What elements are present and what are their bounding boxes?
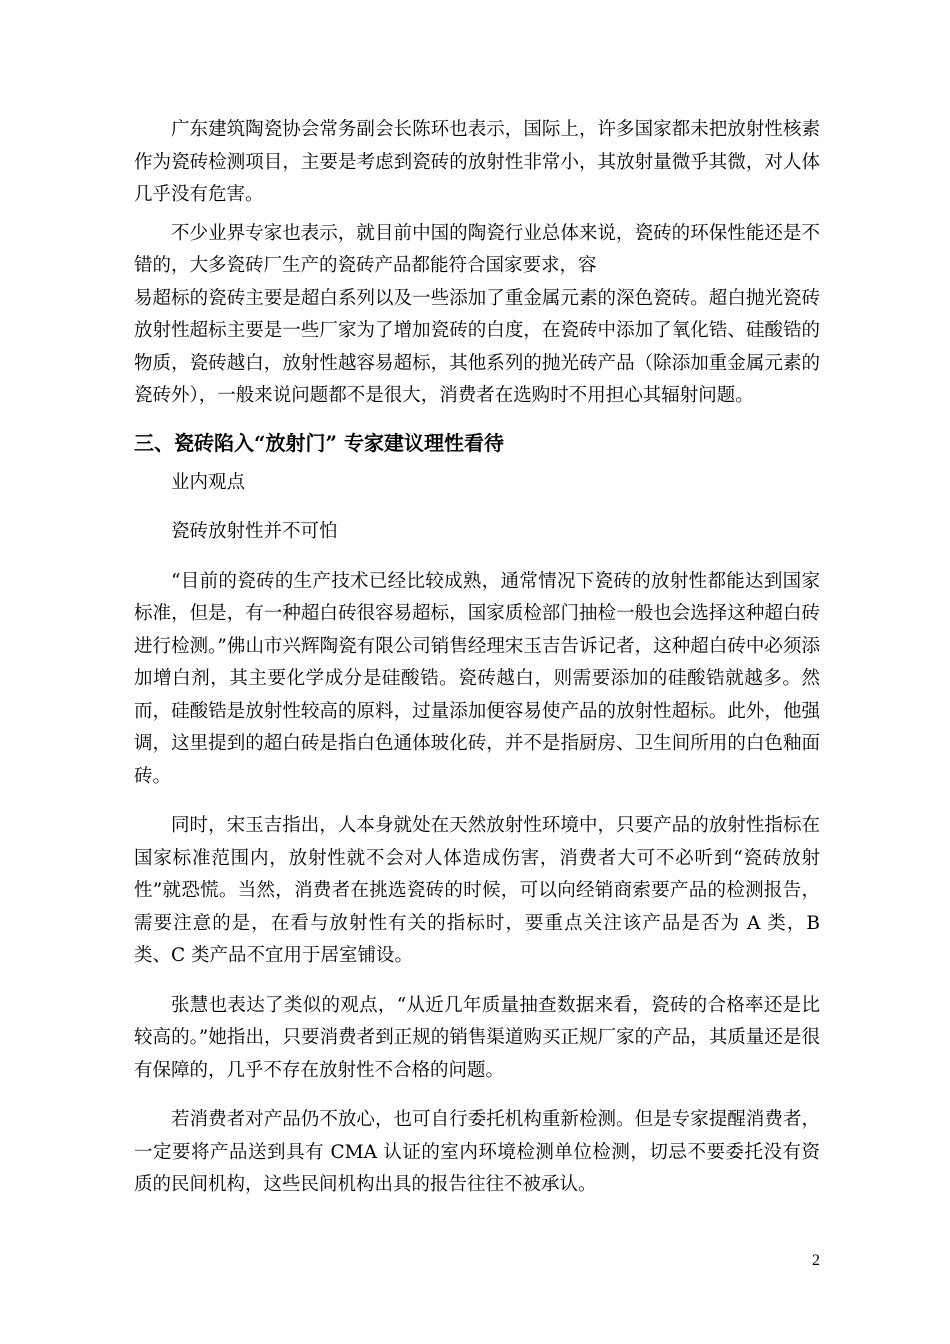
spacer	[134, 413, 820, 425]
paragraph-experts-continued: 易超标的瓷砖主要是超白系列以及一些添加了重金属元素的深色瓷砖。超白抛光瓷砖放射性超标主要是一些厂家为了增加瓷砖的白度，在瓷砖中添加了氧化锆、硅酸锆的物质，瓷砖越白，放射性越容易超标，其他系列的抛光砖产品（除添加重金属元素的瓷砖外），一般来说问题都不是很大，消费者在选购时不用担心其辐射问题。	[134, 287, 820, 406]
paragraph-experts-line1: 不少业界专家也表示，就目前中国的陶瓷行业总体来说，瓷砖的环保性能还是不错的，大多瓷砖厂生产的瓷砖产品都能符合国家要求，容	[134, 222, 820, 276]
paragraph-song-yuji-points: 同时，宋玉吉指出，人本身就处在天然放射性环境中，只要产品的放射性指标在国家标准范围内，放射性就不会对人体造成伤害，消费者大可不必听到“瓷砖放射性”就恐慌。当然，消费者在挑选瓷砖的时候，可以向经销商索要产品的检测报告，需要注意的是，在看与放射性有关的指标时，要重点关注该产品是否为 A 类，B 类、C 类产品不宜用于居室铺设。	[134, 815, 820, 966]
spacer	[134, 1087, 820, 1104]
paragraph-chen-huan: 广东建筑陶瓷协会常务副会长陈环也表示，国际上，许多国家都未把放射性核素作为瓷砖检测项目，主要是考虑到瓷砖的放射性非常小，其放射量微乎其微，对人体几乎没有危害。	[134, 119, 820, 205]
paragraph-song-yuji-quote: “目前的瓷砖的生产技术已经比较成熟，通常情况下瓷砖的放射性都能达到国家标准，但是，有一种超白砖很容易超标，国家质检部门抽检一般也会选择这种超白砖进行检测。”佛山市兴辉陶瓷有限公司销售经理宋玉吉告诉记者，这种超白砖中必须添加增白剂，其主要化学成分是硅酸锆。瓷砖越白，则需要添加的硅酸锆就越多。然而，硅酸锆是放射性较高的原料，过量添加便容易使产品的放射性超标。此外，他强调，这里提到的超白砖是指白色通体玻化砖，并不是指厨房、卫生间所用的白色釉面砖。	[134, 570, 820, 787]
section-heading-3: 三、瓷砖陷入“放射门” 专家建议理性看待	[134, 430, 504, 455]
paragraph-retest-advice: 若消费者对产品仍不放心，也可自行委托机构重新检测。但是专家提醒消费者，一定要将产品送到具有 CMA 认证的室内环境检测单位检测，切忌不要委托没有资质的民间机构，这些民间机构出具的报告往往不被承认。	[134, 1109, 820, 1195]
subheading-industry-view: 业内观点	[171, 471, 246, 493]
spacer	[134, 793, 820, 810]
paragraph-zhang-hui: 张慧也表达了类似的观点，“从近几年质量抽查数据来看，瓷砖的合格率还是比较高的。”她指出，只要消费者到正规的销售渠道购买正规厂家的产品，其质量还是很有保障的，几乎不存在放射性不合格的问题。	[134, 994, 820, 1081]
page-number: 2	[812, 1252, 820, 1269]
document-body	[134, 114, 820, 1202]
spacer	[134, 549, 820, 566]
spacer	[134, 499, 820, 516]
spacer	[134, 973, 820, 990]
subheading-radioactivity: 瓷砖放射性并不可怕	[171, 521, 338, 542]
